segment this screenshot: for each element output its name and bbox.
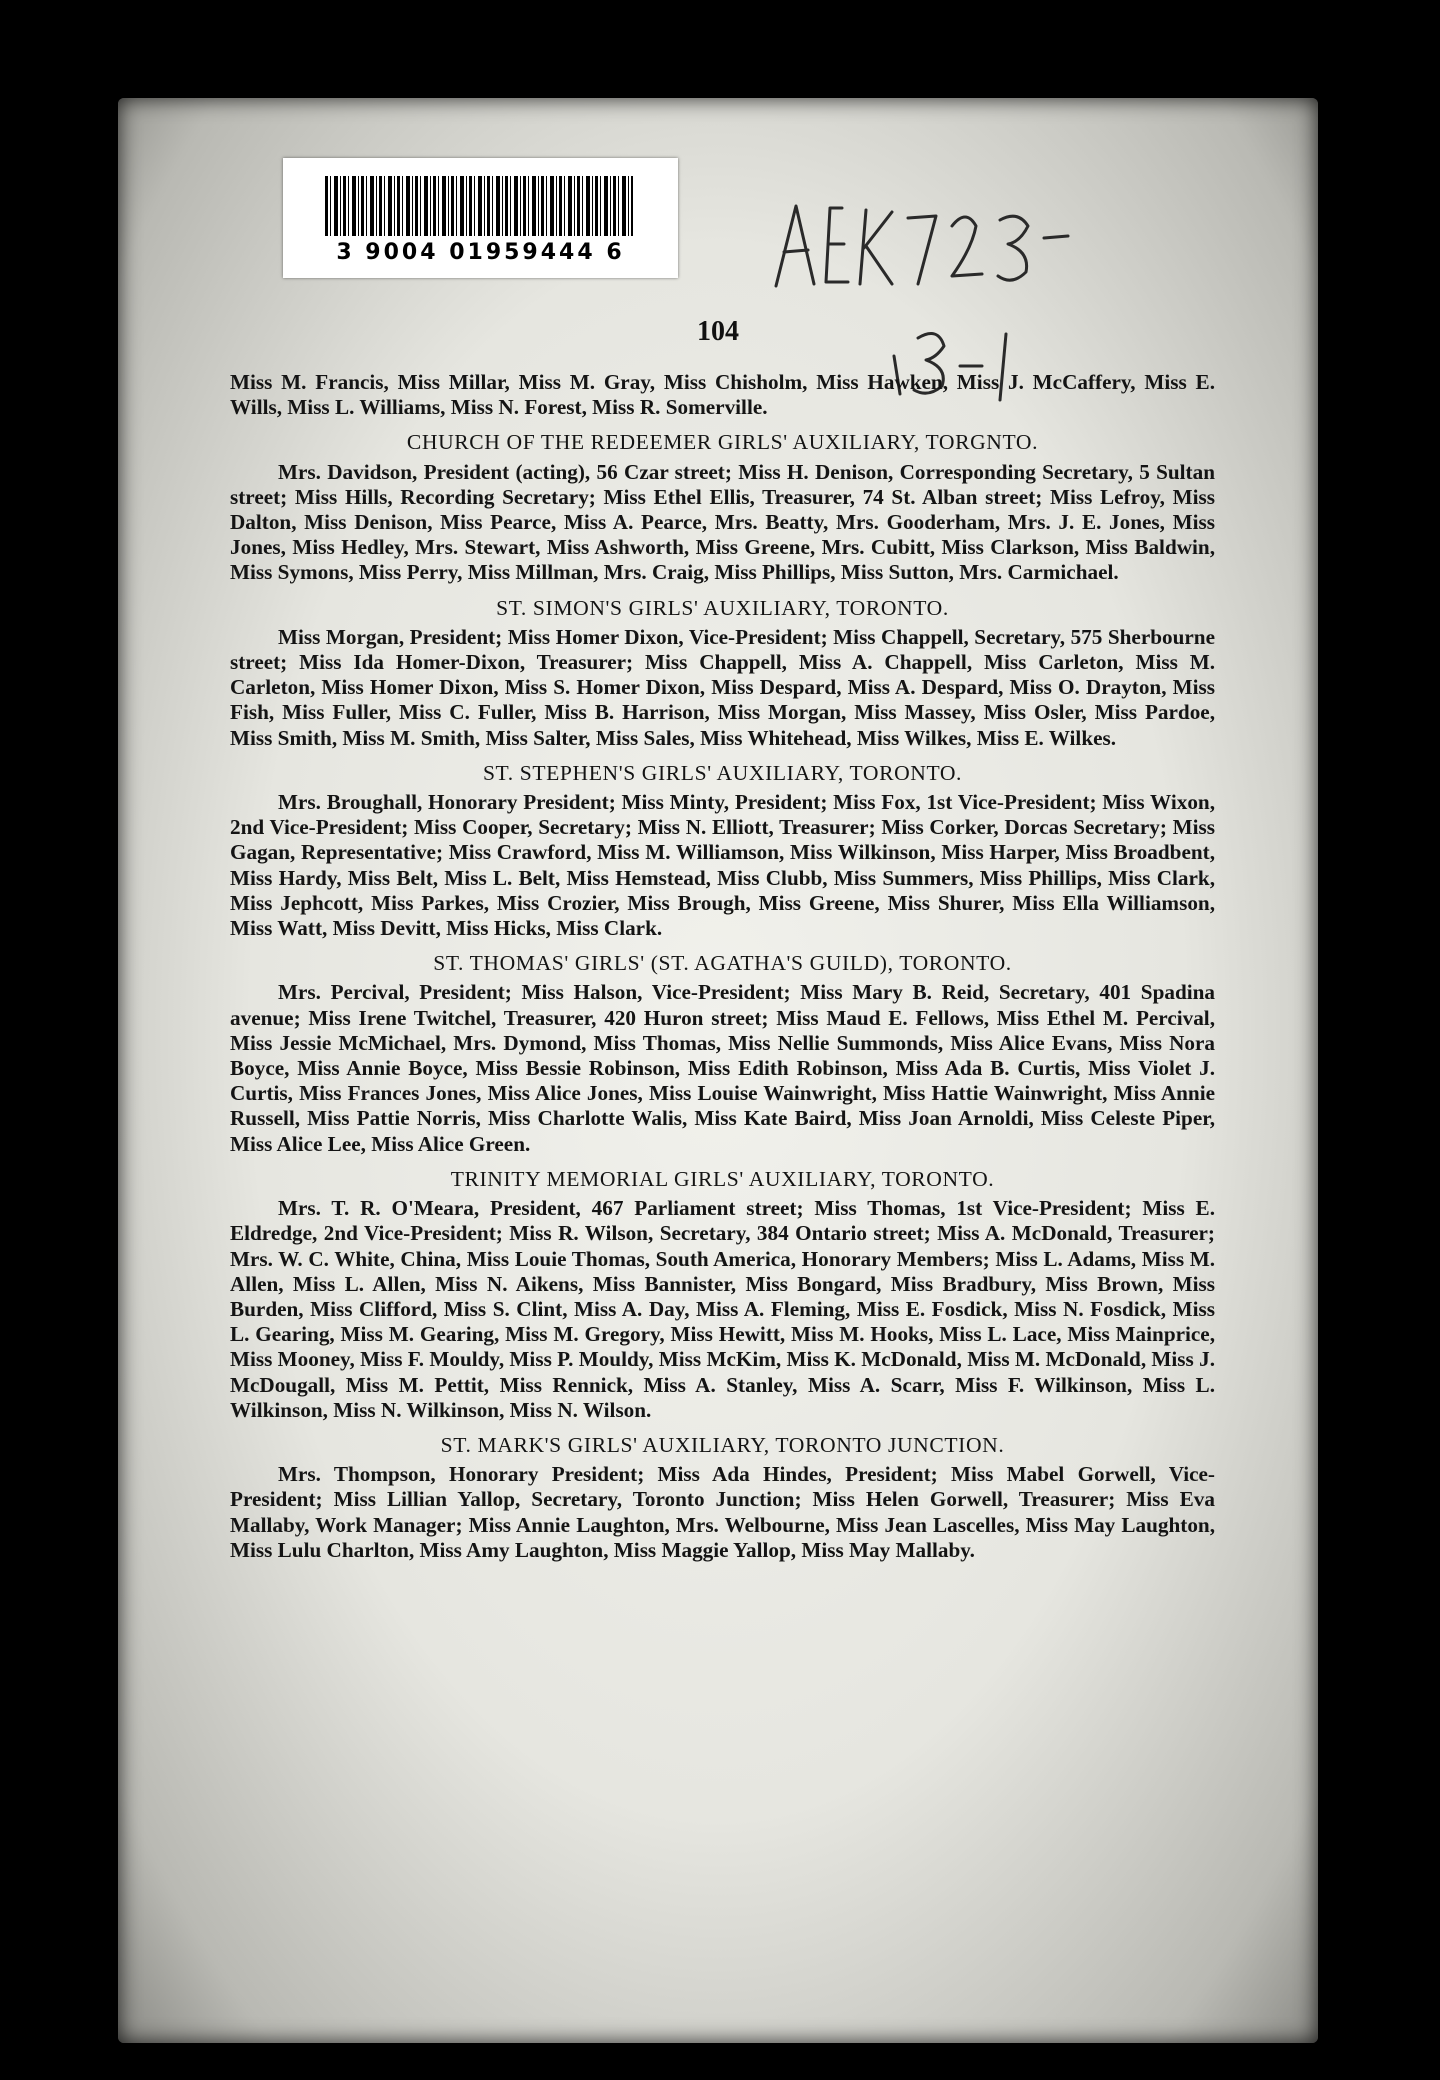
continued-member-list: Miss M. Francis, Miss Millar, Miss M. Gray, Miss Chisholm, Miss Hawken, Miss J. McCaffery, Miss E. Wills, Miss L. Williams, Miss N. Forest, Miss R. Somerville. <box>230 370 1215 420</box>
barcode-number: 3 9004 01959444 6 <box>336 240 625 265</box>
section-heading-st-thomas: ST. THOMAS' GIRLS' (ST. AGATHA'S GUILD), TORONTO. <box>433 951 1012 976</box>
section-heading-st-simons: ST. SIMON'S GIRLS' AUXILIARY, TORONTO. <box>496 595 949 620</box>
library-barcode-label <box>283 158 678 278</box>
section-body-redeemer: Mrs. Davidson, President (acting), 56 Czar street; Miss H. Denison, Corresponding Secretary, 5 Sultan street; Miss Hills, Recording Secretary; Miss Ethel Ellis, Treasurer, 74 St. Alban street; Miss Lefroy, Miss Dalton, Miss Denison, Miss Pearce, Miss A. Pearce, Mrs. Beatty, Mrs. Gooderham, Mrs. J. E. Jones, Miss Jones, Miss Hedley, Mrs. Stewart, Miss Ashworth, Miss Greene, Mrs. Cubitt, Miss Clarkson, Miss Baldwin, Miss Symons, Miss Perry, Miss Millman, Mrs. Craig, Miss Phillips, Miss Sutton, Mrs. Carmichael. <box>230 459 1215 585</box>
section-heading-trinity-memorial: TRINITY MEMORIAL GIRLS' AUXILIARY, TORONTO. <box>450 1166 995 1191</box>
section-body-trinity-memorial: Mrs. T. R. O'Meara, President, 467 Parliament street; Miss Thomas, 1st Vice-President; Miss E. Eldredge, 2nd Vice-President; Miss R. Wilson, Secretary, 384 Ontario street; Miss A. McDonald, Treasurer; Mrs. W. C. White, China, Miss Louie Thomas, South America, Honorary Members; Miss L. Adams, Miss M. Allen, Miss L. Allen, Miss N. Aikens, Miss Bannister, Miss Bongard, Miss Bradbury, Miss Brown, Miss Burden, Miss Clifford, Miss S. Clint, Miss A. Day, Miss A. Fleming, Miss E. Fosdick, Miss N. Fosdick, Miss L. Gearing, Miss M. Gearing, Miss M. Gregory, Miss Hewitt, Miss M. Hooks, Miss L. Lace, Miss Mainprice, Miss Mooney, Miss F. Mouldy, Miss P. Mouldy, Miss McKim, Miss K. McDonald, Miss M. McDonald, Miss J. McDougall, Miss M. Pettit, Miss Rennick, Miss A. Stanley, Miss A. Scarr, Miss F. Wilkinson, Miss L. Wilkinson, Miss N. Wilkinson, Miss N. Wilson. <box>230 1196 1215 1422</box>
barcode-icon <box>325 176 633 236</box>
section-body-st-stephens: Mrs. Broughall, Honorary President; Miss Minty, President; Miss Fox, 1st Vice-President; Miss Wixon, 2nd Vice-President; Miss Cooper, Secretary; Miss N. Elliott, Treasurer; Miss Corker, Dorcas Secretary; Miss Gagan, Representative; Miss Crawford, Miss M. Williamson, Miss Wilkinson, Miss Harper, Miss Broadbent, Miss Hardy, Miss Belt, Miss L. Belt, Miss Hemstead, Miss Clubb, Miss Summers, Miss Phillips, Miss Clark, Miss Jephcott, Miss Parkes, Miss Crozier, Miss Brough, Miss Greene, Miss Shurer, Miss Ella Williamson, Miss Watt, Miss Devitt, Miss Hicks, Miss Clark. <box>230 790 1215 941</box>
page-number: 104 <box>697 316 739 347</box>
section-heading-st-marks: ST. MARK'S GIRLS' AUXILIARY, TORONTO JUNCTION. <box>440 1432 1005 1457</box>
scanned-page <box>118 98 1318 2043</box>
section-body-st-simons: Miss Morgan, President; Miss Homer Dixon, Vice-President; Miss Chappell, Secretary, 575 Sherbourne street; Miss Ida Homer-Dixon, Treasurer; Miss Chappell, Miss A. Chappell, Miss Carleton, Miss M. Carleton, Miss Homer Dixon, Miss S. Homer Dixon, Miss Despard, Miss A. Despard, Miss O. Drayton, Miss Fish, Miss Fuller, Miss C. Fuller, Miss B. Harrison, Miss Morgan, Miss Massey, Miss Osler, Miss Pardoe, Miss Smith, Miss M. Smith, Miss Salter, Miss Sales, Miss Whitehead, Miss Wilkes, Miss E. Wilkes. <box>230 624 1215 750</box>
section-body-st-thomas: Mrs. Percival, President; Miss Halson, Vice-President; Miss Mary B. Reid, Secretary, 401 Spadina avenue; Miss Irene Twitchel, Treasurer, 420 Huron street; Miss Maud E. Fellows, Miss Ethel M. Percival, Miss Jessie McMichael, Mrs. Dymond, Miss Thomas, Miss Nellie Summonds, Miss Alice Evans, Miss Nora Boyce, Miss Annie Boyce, Miss Bessie Robinson, Miss Edith Robinson, Miss Ada B. Curtis, Miss Violet J. Curtis, Miss Frances Jones, Miss Alice Jones, Miss Louise Wainwright, Miss Hattie Wainwright, Miss Annie Russell, Miss Pattie Norris, Miss Charlotte Walis, Miss Kate Baird, Miss Joan Arnoldi, Miss Celeste Piper, Miss Alice Lee, Miss Alice Green. <box>230 980 1215 1156</box>
directory-listing <box>230 370 1215 1563</box>
section-heading-redeemer: CHURCH OF THE REDEEMER GIRLS' AUXILIARY, TORGNTO. <box>406 430 1039 455</box>
section-heading-st-stephens: ST. STEPHEN'S GIRLS' AUXILIARY, TORONTO. <box>482 760 963 785</box>
section-body-st-marks: Mrs. Thompson, Honorary President; Miss Ada Hindes, President; Miss Mabel Gorwell, Vice-President; Miss Lillian Yallop, Secretary, Toronto Junction; Miss Helen Gorwell, Treasurer; Miss Eva Mallaby, Work Manager; Miss Annie Laughton, Mrs. Welbourne, Miss Jean Lascelles, Miss May Laughton, Miss Lulu Charlton, Miss Amy Laughton, Miss Maggie Yallop, Miss May Mallaby. <box>230 1462 1215 1562</box>
